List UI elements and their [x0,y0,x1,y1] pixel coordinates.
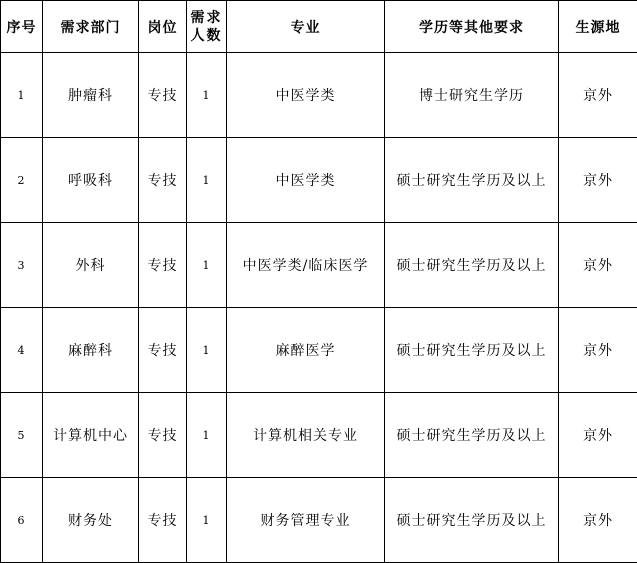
header-row [1,1,637,53]
cell-requirements: 硕士研究生学历及以上 [385,478,559,563]
table-row [1,223,637,308]
header-position: 岗位 [139,1,187,53]
cell-major: 麻醉医学 [227,308,385,393]
cell-requirements: 硕士研究生学历及以上 [385,223,559,308]
header-department: 需求部门 [43,1,139,53]
table-row [1,53,637,138]
header-requirements: 学历等其他要求 [385,1,559,53]
table-row [1,393,637,478]
cell-origin: 京外 [559,53,637,138]
cell-position: 专技 [139,138,187,223]
cell-origin: 京外 [559,138,637,223]
cell-position: 专技 [139,308,187,393]
cell-origin: 京外 [559,393,637,478]
cell-headcount: 1 [187,478,227,563]
cell-major: 中医学类/临床医学 [227,223,385,308]
cell-origin: 京外 [559,308,637,393]
header-origin: 生源地 [559,1,637,53]
cell-origin: 京外 [559,478,637,563]
table-row [1,478,637,563]
cell-requirements: 博士研究生学历 [385,53,559,138]
cell-major: 中医学类 [227,138,385,223]
cell-headcount: 1 [187,53,227,138]
cell-index: 6 [1,478,43,563]
cell-origin: 京外 [559,223,637,308]
cell-department: 呼吸科 [43,138,139,223]
cell-position: 专技 [139,53,187,138]
cell-department: 肿瘤科 [43,53,139,138]
cell-requirements: 硕士研究生学历及以上 [385,308,559,393]
cell-position: 专技 [139,223,187,308]
cell-index: 4 [1,308,43,393]
cell-position: 专技 [139,393,187,478]
table-header [1,1,637,53]
cell-headcount: 1 [187,138,227,223]
cell-index: 5 [1,393,43,478]
cell-department: 麻醉科 [43,308,139,393]
cell-requirements: 硕士研究生学历及以上 [385,393,559,478]
cell-index: 2 [1,138,43,223]
cell-department: 财务处 [43,478,139,563]
header-headcount: 需求人数 [187,1,227,53]
cell-index: 1 [1,53,43,138]
cell-major: 财务管理专业 [227,478,385,563]
cell-position: 专技 [139,478,187,563]
cell-major: 中医学类 [227,53,385,138]
header-index: 序号 [1,1,43,53]
cell-headcount: 1 [187,308,227,393]
cell-major: 计算机相关专业 [227,393,385,478]
cell-index: 3 [1,223,43,308]
cell-headcount: 1 [187,393,227,478]
cell-headcount: 1 [187,223,227,308]
header-major: 专业 [227,1,385,53]
table-row [1,138,637,223]
cell-department: 外科 [43,223,139,308]
table-body [1,53,637,563]
cell-department: 计算机中心 [43,393,139,478]
cell-requirements: 硕士研究生学历及以上 [385,138,559,223]
table-row [1,308,637,393]
